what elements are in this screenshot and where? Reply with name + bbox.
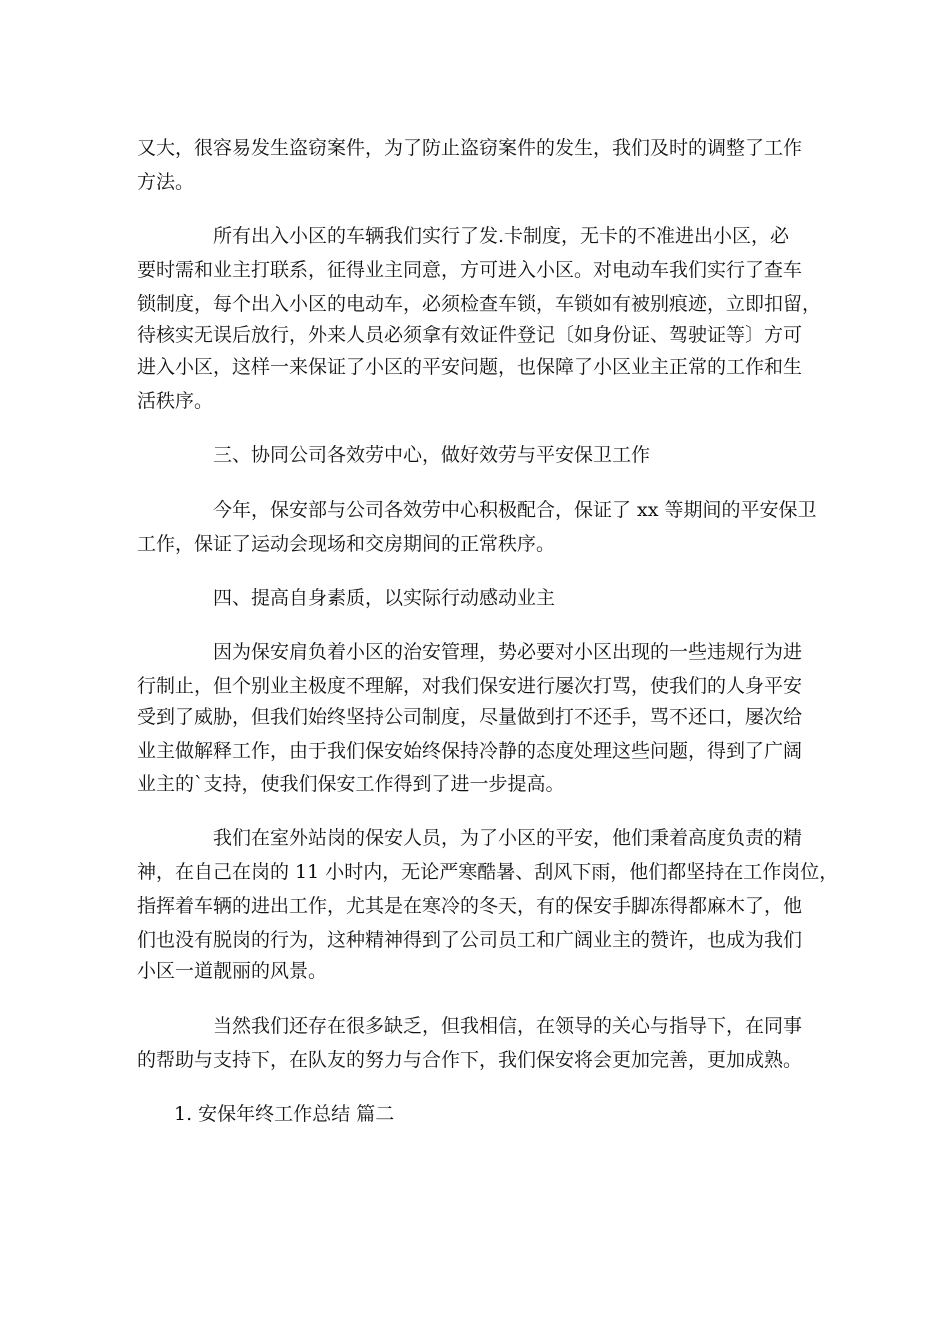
text-line: 方法。 [137, 171, 195, 193]
text-line: 活秩序。 [137, 390, 214, 412]
text-line: 小区一道靓丽的风景。 [137, 960, 328, 982]
text-line: 工作，保证了运动会现场和交房期间的正常秩序。 [137, 533, 556, 555]
section-title: 1. 安保年终工作总结 篇二 [174, 1103, 395, 1125]
text-line: 进入小区，这样一来保证了小区的平安问题，也保障了小区业主正常的工作和生 [137, 356, 803, 378]
paragraph-first-line: 因为保安肩负着小区的治安管理，势必要对小区出现的一些违规行为进 [213, 641, 803, 663]
text-line: 行制止，但个别业主极度不理解，对我们保安进行屡次打骂，使我们的人身平安 [137, 675, 803, 697]
text-line: 要时需和业主打联系，征得业主同意，方可进入小区。对电动车我们实行了查车 [137, 259, 803, 281]
paragraph-first-line: 我们在室外站岗的保安人员，为了小区的平安，他们秉着高度负责的精 [213, 827, 803, 849]
text-line: 指挥着车辆的进出工作，尤其是在寒冷的冬天，有的保安手脚冻得都麻木了，他 [137, 895, 803, 917]
text-line: 业主做解释工作，由于我们保安始终保持冷静的态度处理这些问题，得到了广阔 [137, 740, 803, 762]
text-line: 的帮助与支持下，在队友的努力与合作下，我们保安将会更加完善，更加成熟。 [137, 1049, 803, 1071]
text-line: 业主的`支持，使我们保安工作得到了进一步提高。 [137, 773, 565, 795]
paragraph-first-line: 所有出入小区的车辆我们实行了发.卡制度，无卡的不准进出小区，必 [213, 225, 790, 247]
text-line: 锁制度，每个出入小区的电动车，必须检查车锁，车锁如有被别痕迹，立即扣留， [137, 293, 822, 315]
section-heading: 四、提高自身素质，以实际行动感动业主 [213, 587, 556, 609]
text-line: 们也没有脱岗的行为，这种精神得到了公司员工和广阔业主的赞许，也成为我们 [137, 929, 803, 951]
text-line: 又大，很容易发生盗窃案件，为了防止盗窃案件的发生，我们及时的调整了工作 [137, 137, 803, 159]
text-line: 受到了威胁，但我们始终坚持公司制度，尽量做到打不还手，骂不还口，屡次给 [137, 706, 803, 728]
text-line: 待核实无误后放行，外来人员必须拿有效证件登记〔如身份证、驾驶证等〕方可 [137, 324, 803, 346]
paragraph-first-line: 当然我们还存在很多缺乏，但我相信，在领导的关心与指导下，在同事 [213, 1015, 803, 1037]
paragraph-first-line: 今年，保安部与公司各效劳中心积极配合，保证了 xx 等期间的平安保卫 [213, 499, 817, 521]
text-line: 神，在自己在岗的 11 小时内，无论严寒酷暑、刮风下雨，他们都坚持在工作岗位， [137, 861, 839, 883]
section-heading: 三、协同公司各效劳中心，做好效劳与平安保卫工作 [213, 444, 651, 466]
